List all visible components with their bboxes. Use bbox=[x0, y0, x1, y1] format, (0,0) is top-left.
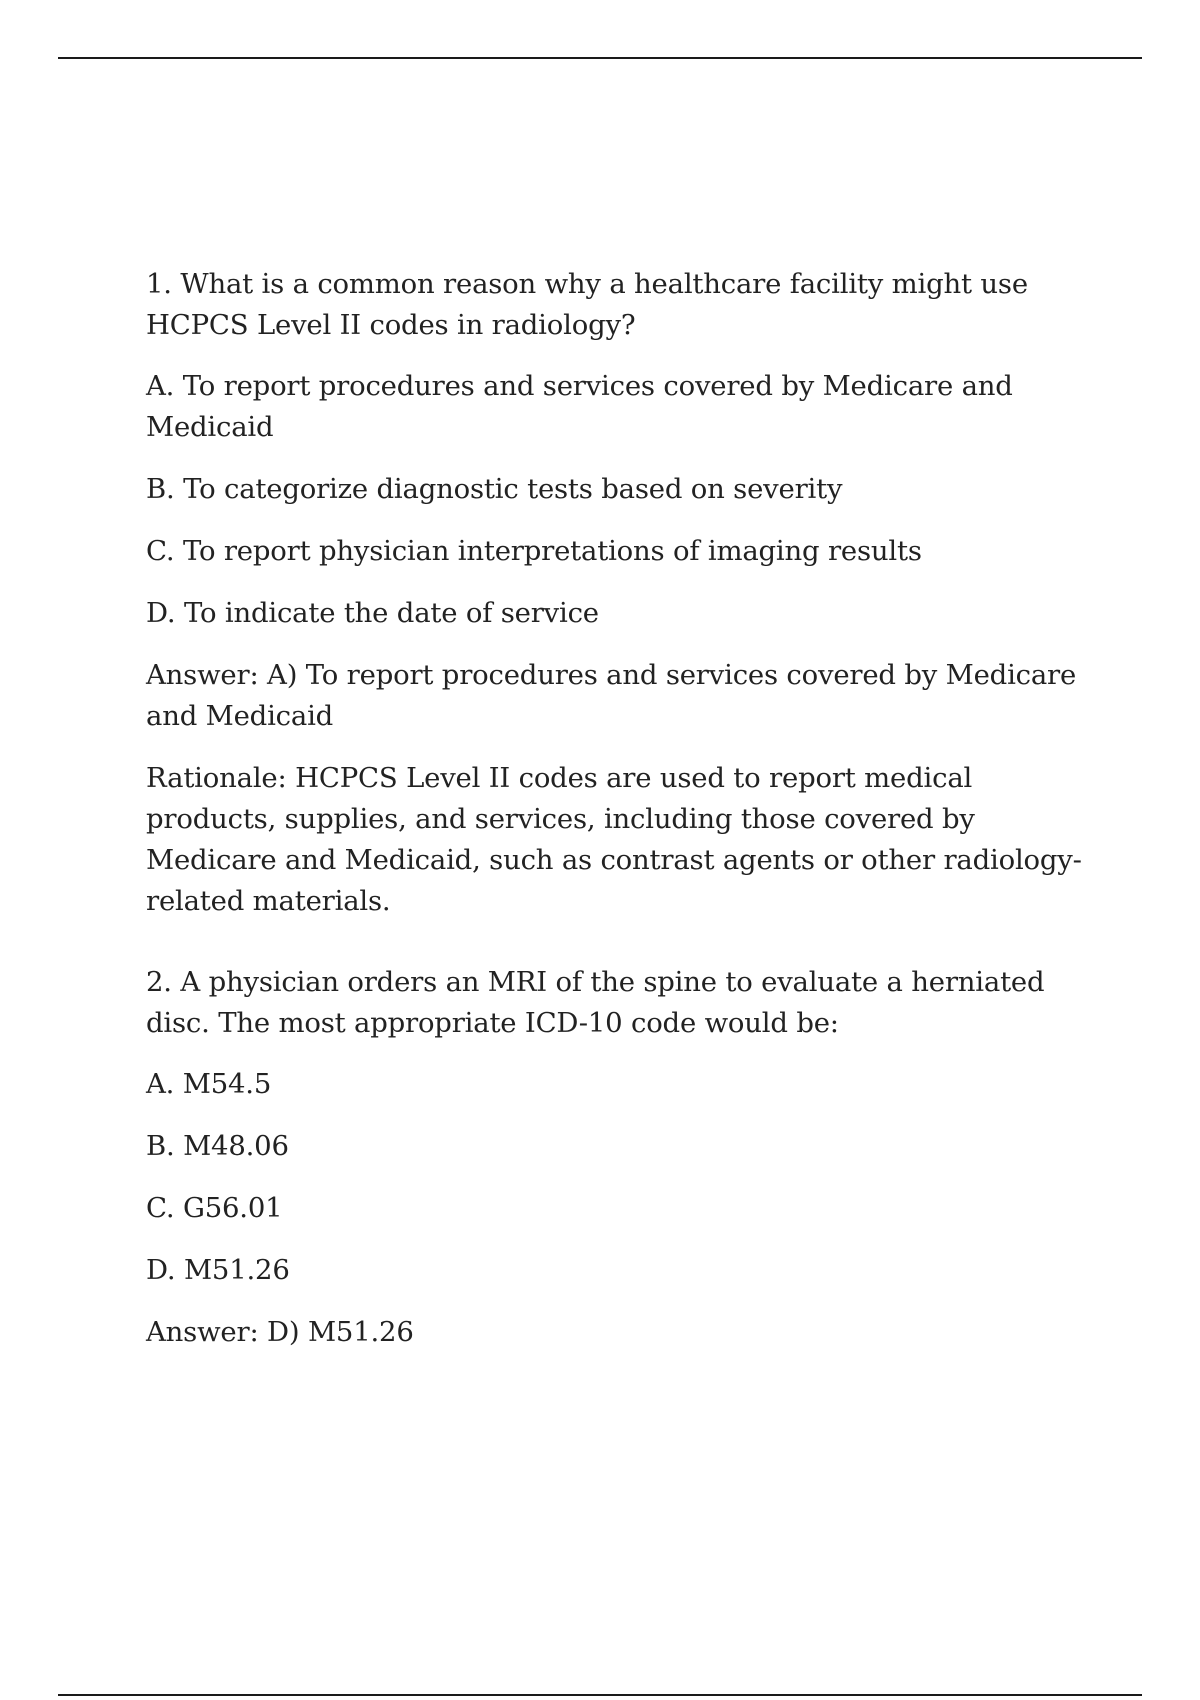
answer-line: Answer: D) M51.26 bbox=[146, 1316, 414, 1348]
answer-option-c: C. To report physician interpretations of imaging results bbox=[146, 535, 922, 567]
bottom-rule bbox=[58, 1694, 1142, 1696]
rationale-text: Rationale: HCPCS Level II codes are used to report medical products, supplies, and services, including those covered by Medicare and Medicaid, such as contrast agents or other radiology-related materials. bbox=[146, 762, 1082, 917]
top-rule bbox=[58, 57, 1142, 59]
question-block-1 bbox=[146, 264, 1106, 943]
answer-option-a: A. M54.5 bbox=[146, 1068, 272, 1100]
answer-option-a: A. To report procedures and services covered by Medicare and Medicaid bbox=[146, 370, 1013, 443]
answer-option-d: D. M51.26 bbox=[146, 1254, 290, 1286]
question-prompt: 1. What is a common reason why a healthcare facility might use HCPCS Level II codes in radiology? bbox=[146, 268, 1028, 341]
answer-option-b: B. To categorize diagnostic tests based on severity bbox=[146, 473, 843, 505]
question-prompt: 2. A physician orders an MRI of the spine to evaluate a herniated disc. The most appropriate ICD-10 code would be: bbox=[146, 966, 1045, 1039]
answer-option-c: C. G56.01 bbox=[146, 1192, 283, 1224]
answer-option-b: B. M48.06 bbox=[146, 1130, 289, 1162]
answer-line: Answer: A) To report procedures and services covered by Medicare and Medicaid bbox=[146, 659, 1077, 732]
question-block-2 bbox=[146, 962, 1106, 1374]
answer-option-d: D. To indicate the date of service bbox=[146, 597, 599, 629]
